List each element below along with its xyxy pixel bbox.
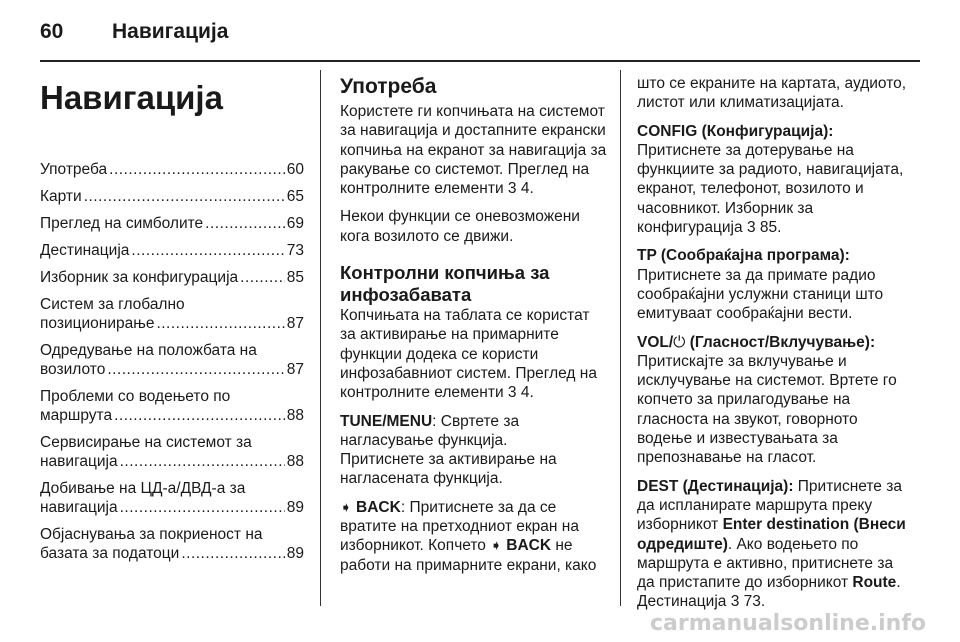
toc-leader-dots	[131, 241, 284, 260]
toc-entry-label: Преглед на симболите	[40, 215, 204, 232]
control-label: TP (Сообраќајна програма):	[637, 247, 850, 265]
toc-entry-label: Сервисирање на системот за	[40, 434, 252, 451]
toc-page-number: 88	[286, 407, 304, 424]
toc-entry-label: Изборник за конфигурација	[40, 269, 239, 286]
control-label: TUNE/MENU	[340, 412, 433, 430]
toc-leader-dots	[107, 360, 284, 379]
column-divider	[620, 70, 621, 606]
toc-entry-label: Објаснувања за покриеност на	[40, 526, 263, 543]
toc-entry[interactable]	[40, 433, 304, 471]
toc-entry[interactable]	[40, 525, 304, 563]
toc-entry-label: навигација	[40, 453, 118, 470]
power-icon: ⏻	[673, 333, 686, 351]
reference-link[interactable]: 3 85.	[746, 219, 782, 237]
toc-page-number: 88	[286, 453, 304, 470]
toc-page-number: 73	[286, 242, 304, 259]
toc-column	[40, 68, 304, 571]
header-section-title: Навигација	[112, 20, 229, 43]
content-column-2	[340, 74, 608, 584]
toc-page-number: 87	[286, 315, 304, 332]
toc-page-number: 65	[286, 188, 304, 205]
toc-page-number: 87	[286, 361, 304, 378]
toc-page-number: 85	[286, 269, 304, 286]
toc-leader-dots	[240, 268, 285, 287]
toc-leader-dots	[84, 187, 285, 206]
toc-leader-dots	[114, 406, 285, 425]
paragraph: што се екраните на картата, аудиото, листот или климатизацијата.	[637, 75, 907, 112]
paragraph: VOL/⏻ (Гласност/Вклучување): Притискајте за вклучување и исклучување на системот. Вртете го копчето за прилагодување на гласноста на звукот, говорното водење и известувањата за препознавање на гласот.	[637, 333, 897, 467]
page-number: 60	[40, 20, 64, 43]
paragraph: ➧ BACK: Притиснете за да се вратите на претходниот екран на изборникот. Копчето ➧ BACK не работи на примарните екрани, како	[340, 498, 597, 574]
paragraph: Некои функции се оневозможени кога возилото се движи.	[340, 208, 580, 245]
back-arrow-icon: ➧	[490, 537, 502, 554]
toc-entry-label: Одредување на положбата на	[40, 342, 257, 359]
toc-page-number: 69	[286, 215, 304, 232]
paragraph: TUNE/MENU: Свртете за нагласување функција. Притиснете за активирање на нагласената функција.	[340, 412, 557, 488]
toc-entry[interactable]	[40, 160, 304, 179]
subsection-heading: Контролни копчиња за инфозабавата	[340, 262, 550, 306]
toc-leader-dots	[120, 452, 285, 471]
chapter-title: Навигација	[40, 79, 223, 116]
toc-entry-label: возилото	[40, 361, 106, 378]
toc-page-number: 89	[286, 499, 304, 516]
toc-entry-label: позиционирање	[40, 315, 155, 332]
toc-entry-label: Проблеми со водењето по	[40, 388, 231, 405]
toc-entry[interactable]	[40, 479, 304, 517]
header-rule	[40, 60, 920, 62]
paragraph: Копчињата на таблата се користат за активирање на примарните функции додека се користи инфозабавниот систем. Преглед на контролните елементи 3 4.	[340, 307, 597, 402]
toc-entry[interactable]	[40, 341, 304, 379]
toc-entry-label: Дестинација	[40, 242, 130, 259]
toc-entry-label: Карти	[40, 188, 82, 205]
toc-page-number: 60	[286, 161, 304, 178]
toc-leader-dots	[181, 544, 284, 563]
toc-entry[interactable]	[40, 187, 304, 206]
paragraph: DEST (Дестинација): Притиснете за да испланирате маршрута преку изборникот Enter destination (Внеси одредиште). Ако водењето по маршрута е активно, притиснете за да пристапите до изборникот Route. Дестинација 3 73.	[637, 477, 906, 611]
paragraph: CONFIG (Конфигурација): Притиснете за дотерување на функциите за радиото, навигацијата, екранот, телефонот, возилото и часовникот. Изборник за конфигурација 3 85.	[637, 122, 904, 237]
control-label: CONFIG (Конфигурација):	[637, 122, 834, 140]
table-of-contents	[40, 160, 304, 563]
content-column-3	[637, 74, 907, 621]
toc-leader-dots	[120, 498, 285, 517]
toc-entry[interactable]	[40, 241, 304, 260]
reference-link[interactable]: 3 73.	[730, 593, 766, 611]
toc-entry-label: маршрута	[40, 407, 113, 424]
menu-name: Route	[852, 574, 897, 592]
toc-leader-dots	[109, 160, 285, 179]
toc-leader-dots	[156, 314, 284, 333]
reference-link[interactable]: 3 4.	[507, 180, 534, 198]
watermark: carmanualsonline.info	[650, 611, 926, 636]
toc-entry-label: базата за податоци	[40, 545, 180, 562]
column-divider	[320, 70, 321, 606]
control-label: VOL/	[637, 333, 674, 351]
reference-link[interactable]: 3 4.	[507, 384, 534, 402]
toc-leader-dots	[205, 214, 285, 233]
toc-page-number: 89	[286, 545, 304, 562]
toc-entry-label: Употреба	[40, 161, 108, 178]
toc-entry[interactable]	[40, 295, 304, 333]
page-header	[40, 14, 228, 50]
menu-name: Enter destination (Внеси одредиште)	[637, 516, 906, 553]
toc-entry-label: Добивање на ЦД-а/ДВД-а за	[40, 480, 246, 497]
section-heading: Употреба	[340, 75, 437, 98]
toc-entry-label: Систем за глобално	[40, 296, 185, 313]
control-label: DEST (Дестинација):	[637, 477, 794, 495]
toc-entry-label: навигација	[40, 499, 118, 516]
toc-entry[interactable]	[40, 214, 304, 233]
toc-entry[interactable]	[40, 268, 304, 287]
back-arrow-icon: ➧	[340, 498, 352, 515]
paragraph: TP (Сообраќајна програма): Притиснете за да примате радио сообраќајни услужни станици што емитуваат сообраќајни вести.	[637, 247, 884, 323]
paragraph: Користете ги копчињата на системот за навигација и достапните екрански копчиња на екранот за навигација за ракување со системот. Преглед на контролните елементи 3 4.	[340, 103, 607, 198]
toc-entry[interactable]	[40, 387, 304, 425]
control-label: BACK	[356, 498, 401, 516]
